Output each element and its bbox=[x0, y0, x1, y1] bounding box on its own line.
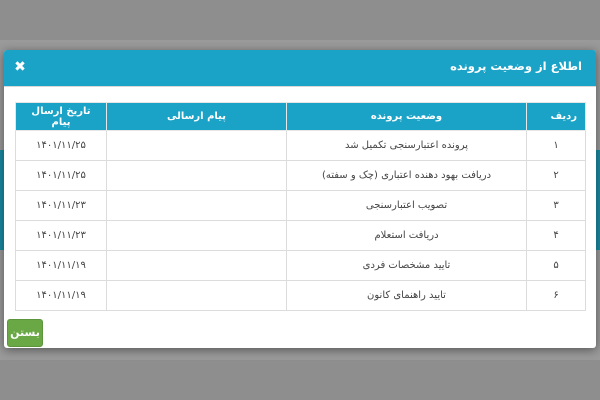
header-message: پیام ارسالی bbox=[107, 103, 287, 131]
header-divider bbox=[4, 86, 596, 87]
table-row bbox=[16, 251, 586, 281]
status-table bbox=[15, 102, 586, 311]
modal-header bbox=[4, 50, 596, 86]
cell-status: تایید راهنمای کانون bbox=[287, 281, 527, 311]
cell-date: ۱۴۰۱/۱۱/۲۵ bbox=[16, 161, 107, 191]
backdrop-page-edge bbox=[596, 150, 600, 250]
table-row bbox=[16, 131, 586, 161]
backdrop-band bbox=[0, 360, 600, 400]
cell-message bbox=[107, 281, 287, 311]
header-index: ردیف bbox=[527, 103, 586, 131]
cell-message bbox=[107, 161, 287, 191]
table-row bbox=[16, 191, 586, 221]
modal-title: اطلاع از وضعیت پرونده bbox=[450, 59, 582, 73]
cell-index: ۱ bbox=[527, 131, 586, 161]
cell-index: ۵ bbox=[527, 251, 586, 281]
table-header-row bbox=[16, 103, 586, 131]
cell-message bbox=[107, 131, 287, 161]
cell-status: دریافت بهود دهنده اعتباری (چک و سفته) bbox=[287, 161, 527, 191]
cell-status: تصویب اعتبارسنجی bbox=[287, 191, 527, 221]
table-row bbox=[16, 161, 586, 191]
cell-date: ۱۴۰۱/۱۱/۲۵ bbox=[16, 131, 107, 161]
cell-message bbox=[107, 221, 287, 251]
backdrop-band bbox=[0, 0, 600, 40]
header-date: تاریخ ارسال پیام bbox=[16, 103, 107, 131]
cell-message bbox=[107, 191, 287, 221]
cell-index: ۴ bbox=[527, 221, 586, 251]
cell-index: ۲ bbox=[527, 161, 586, 191]
cell-index: ۶ bbox=[527, 281, 586, 311]
cell-status: دریافت استعلام bbox=[287, 221, 527, 251]
cell-index: ۳ bbox=[527, 191, 586, 221]
cell-date: ۱۴۰۱/۱۱/۱۹ bbox=[16, 281, 107, 311]
table-row bbox=[16, 221, 586, 251]
table-row bbox=[16, 281, 586, 311]
close-button[interactable]: بستن bbox=[7, 319, 43, 347]
cell-date: ۱۴۰۱/۱۱/۲۳ bbox=[16, 221, 107, 251]
cell-date: ۱۴۰۱/۱۱/۱۹ bbox=[16, 251, 107, 281]
cell-date: ۱۴۰۱/۱۱/۲۳ bbox=[16, 191, 107, 221]
close-icon[interactable]: ✖ bbox=[14, 59, 26, 75]
header-status: وضعیت پرونده bbox=[287, 103, 527, 131]
cell-message bbox=[107, 251, 287, 281]
cell-status: تایید مشخصات فردی bbox=[287, 251, 527, 281]
cell-status: پرونده اعتبارسنجی تکمیل شد bbox=[287, 131, 527, 161]
status-modal bbox=[4, 50, 596, 348]
